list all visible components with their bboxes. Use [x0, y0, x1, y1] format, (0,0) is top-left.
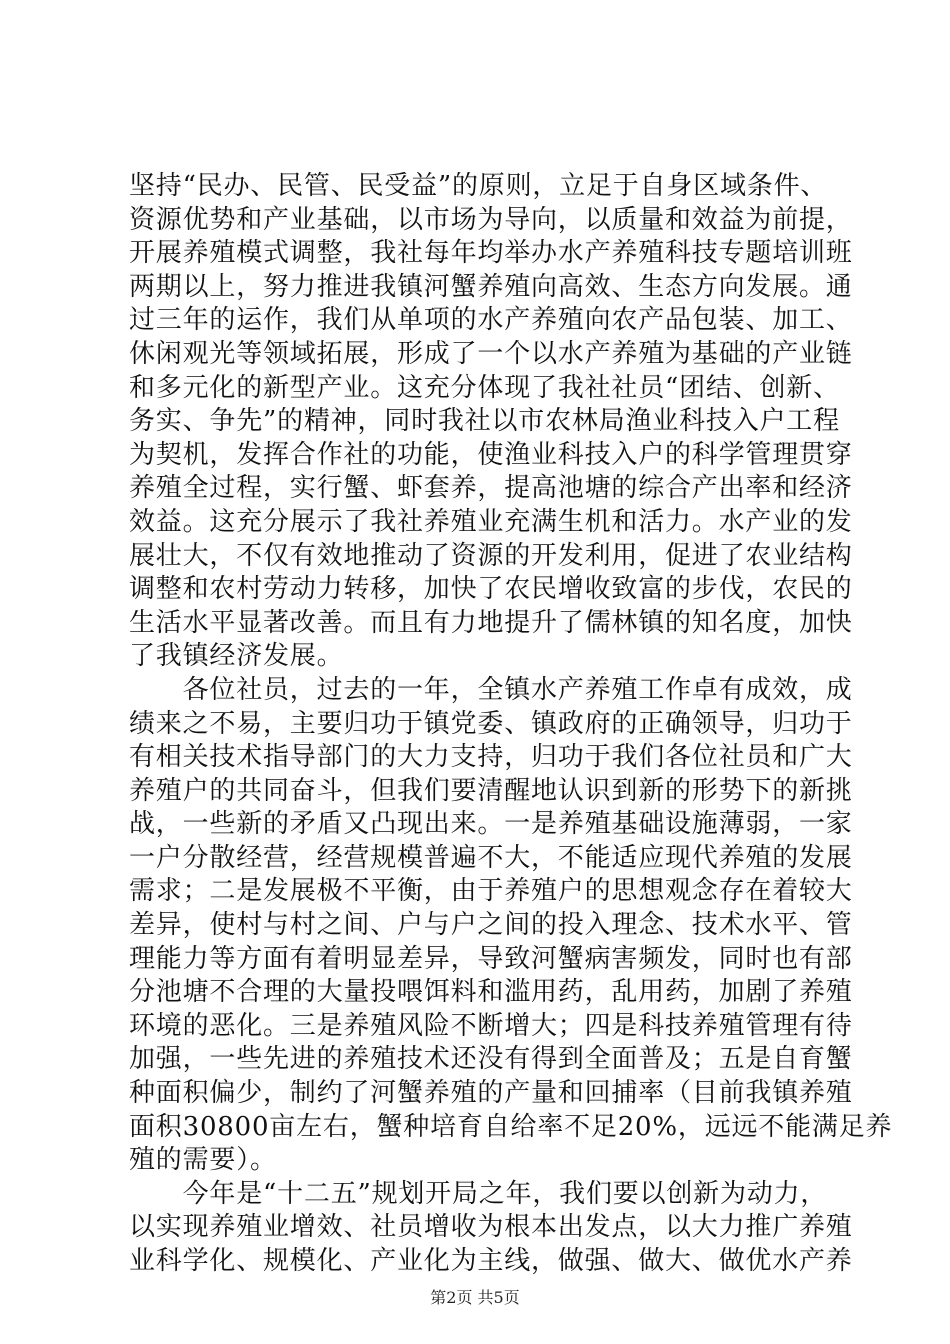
- text-line: 坚持“民办、民管、民受益”的原则，立足于自身区域条件、: [129, 171, 828, 201]
- text-line: 分池塘不合理的大量投喂饵料和滥用药，乱用药，加剧了养殖: [129, 977, 853, 1008]
- text-line: 差异，使村与村之间、户与户之间的投入理念、技术水平、管: [129, 910, 853, 941]
- text-line: 资源优势和产业基础，以市场为导向，以质量和效益为前提，: [129, 204, 853, 235]
- text-line: 效益。这充分展示了我社养殖业充满生机和活力。水产业的发: [129, 506, 853, 537]
- text-line: 加强，一些先进的养殖技术还没有得到全面普及；五是自育蟹: [129, 1044, 853, 1075]
- text-line: 调整和农村劳动力转移，加快了农民增收致富的步伐，农民的: [129, 574, 853, 605]
- text-line: 为契机，发挥合作社的功能，使渔业科技入户的科学管理贯穿: [129, 439, 853, 470]
- text-line: 种面积偏少，制约了河蟹养殖的产量和回捕率（目前我镇养殖: [129, 1078, 853, 1109]
- text-line: 务实、争先”的精神，同时我社以市农林局渔业科技入户工程: [129, 406, 840, 437]
- text-line: 需求；二是发展极不平衡，由于养殖户的思想观念存在着较大: [129, 876, 853, 907]
- text-line: 和多元化的新型产业。这充分体现了我社社员“团结、创新、: [129, 372, 840, 403]
- text-line: 今年是“十二五”规划开局之年，我们要以创新为动力，: [129, 1178, 828, 1209]
- text-line: 面积30800亩左右，蟹种培育自给率不足20%，远远不能满足养: [129, 1111, 893, 1142]
- text-line: 两期以上，努力推进我镇河蟹养殖向高效、生态方向发展。通: [129, 271, 853, 302]
- text-line: 环境的恶化。三是养殖风险不断增大；四是科技养殖管理有待: [129, 1010, 853, 1041]
- text-line: 业科学化、规模化、产业化为主线，做强、做大、做优水产养: [129, 1246, 853, 1276]
- page-number-footer: 第2页 共5页: [430, 1288, 520, 1307]
- text-line: 绩来之不易，主要归功于镇党委、镇政府的正确领导，归功于: [129, 708, 853, 739]
- text-line: 有相关技术指导部门的大力支持，归功于我们各位社员和广大: [129, 742, 853, 773]
- text-line: 以实现养殖业增效、社员增收为根本出发点，以大力推广养殖: [129, 1212, 853, 1243]
- text-line: 养殖户的共同奋斗，但我们要清醒地认识到新的形势下的新挑: [129, 775, 853, 806]
- text-line: 理能力等方面有着明显差异，导致河蟹病害频发，同时也有部: [129, 943, 853, 974]
- text-line: 各位社员，过去的一年，全镇水产养殖工作卓有成效，成: [129, 674, 853, 705]
- text-line: 养殖全过程，实行蟹、虾套养，提高池塘的综合产出率和经济: [129, 473, 853, 504]
- text-line: 殖的需要）。: [129, 1145, 277, 1176]
- text-line: 休闲观光等领域拓展，形成了一个以水产养殖为基础的产业链: [129, 338, 853, 369]
- text-line: 过三年的运作，我们从单项的水产养殖向农产品包装、加工、: [129, 305, 853, 336]
- text-line: 了我镇经济发展。: [129, 641, 344, 672]
- text-line: 一户分散经营，经营规模普遍不大，不能适应现代养殖的发展: [129, 842, 853, 873]
- text-line: 展壮大，不仅有效地推动了资源的开发利用，促进了农业结构: [129, 540, 853, 571]
- body-text: [129, 170, 893, 1279]
- text-line: 生活水平显著改善。而且有力地提升了儒林镇的知名度，加快: [129, 607, 853, 638]
- text-line: 开展养殖模式调整，我社每年均举办水产养殖科技专题培训班: [129, 238, 853, 269]
- text-line: 战，一些新的矛盾又凸现出来。一是养殖基础设施薄弱，一家: [129, 809, 853, 840]
